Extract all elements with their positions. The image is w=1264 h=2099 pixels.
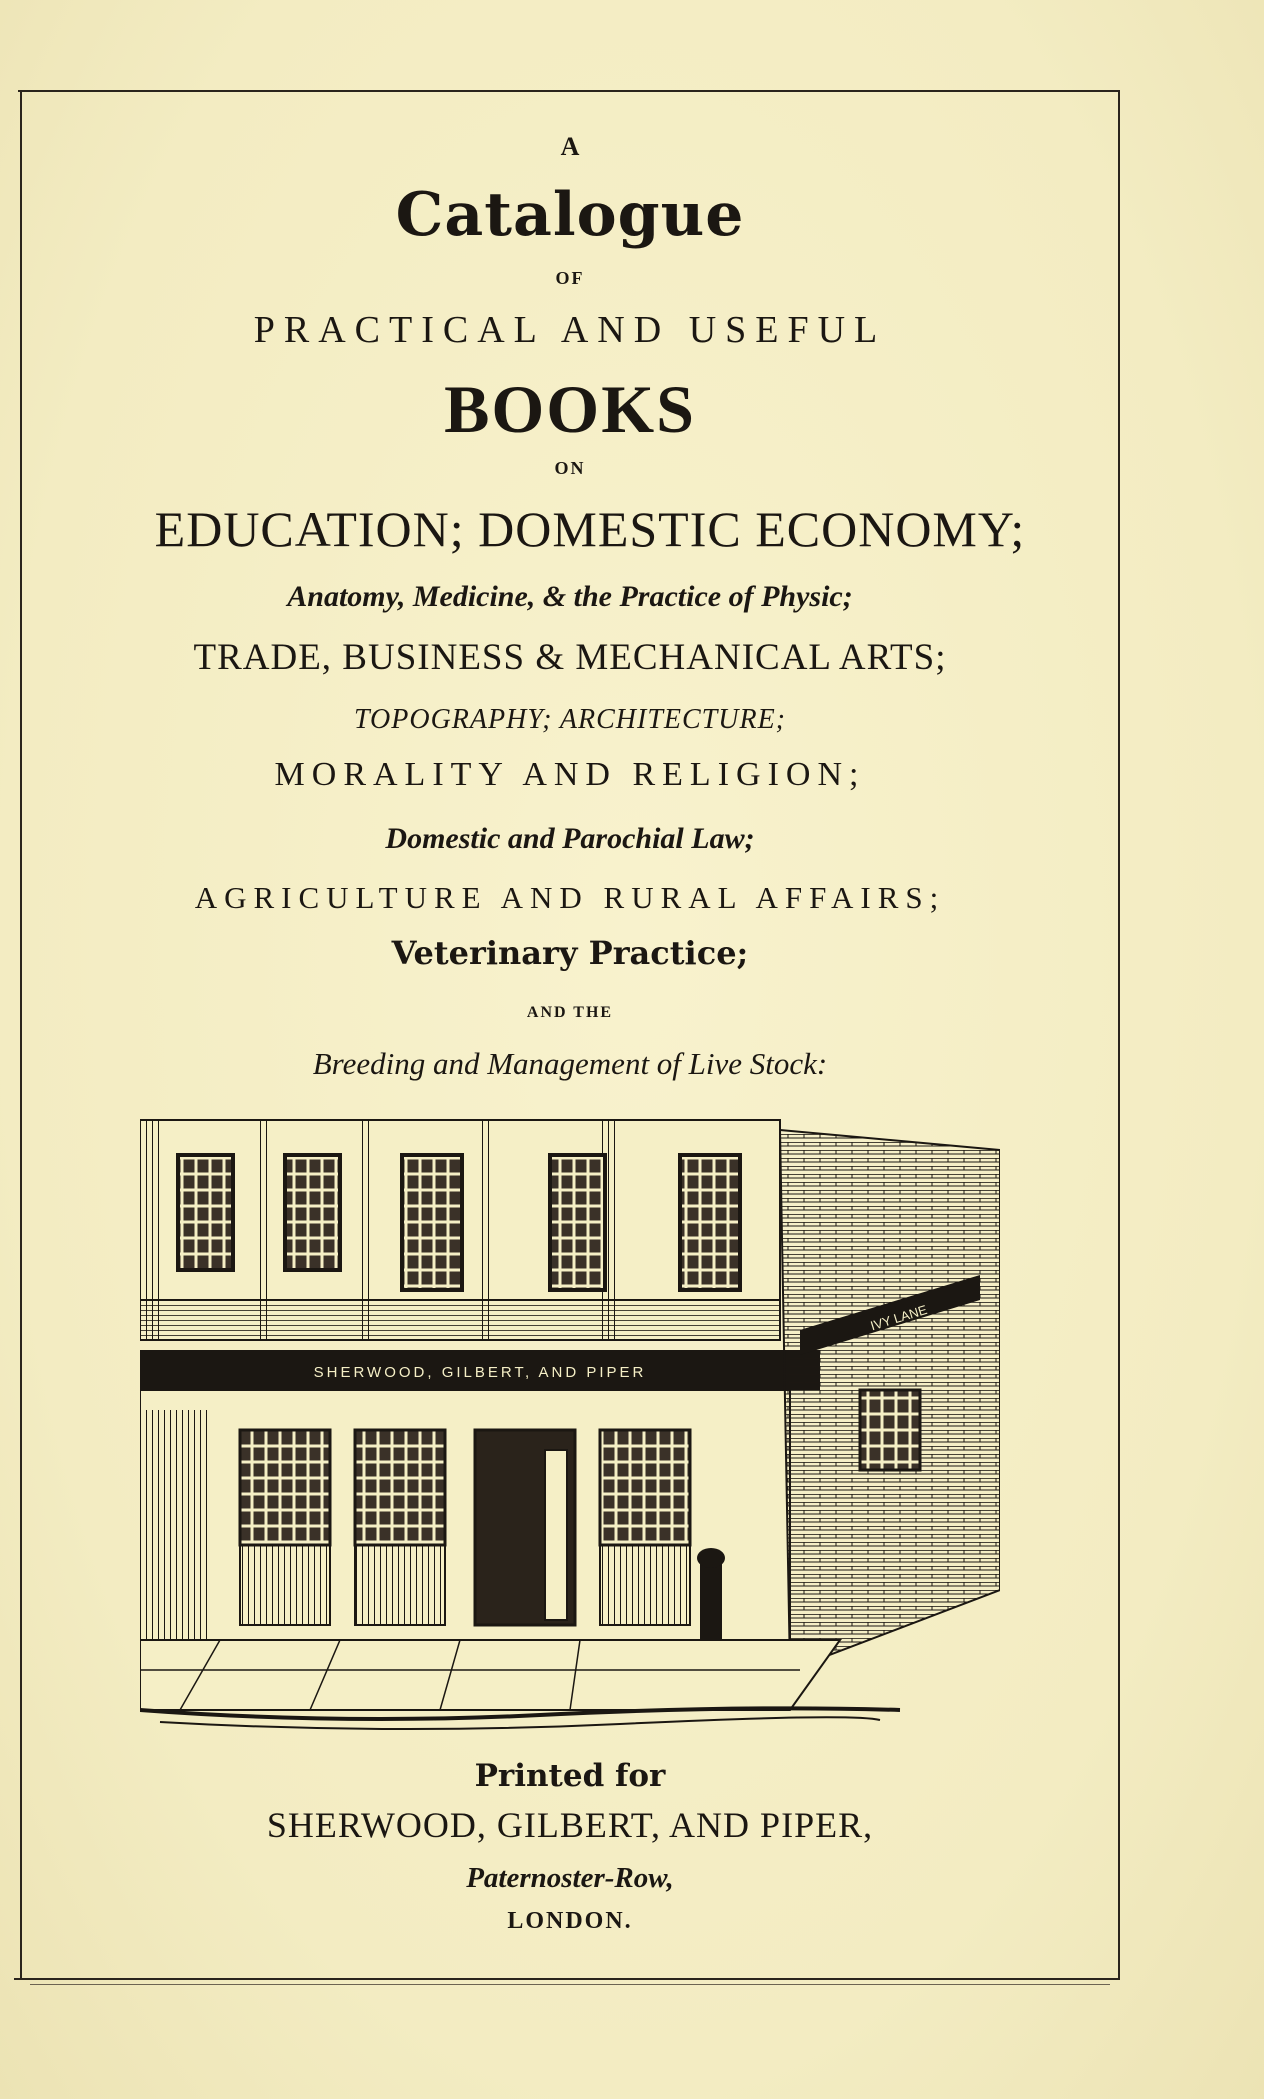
- subject-veterinary: Veterinary Practice;: [391, 934, 749, 972]
- street-sign: IVY LANE: [868, 1302, 929, 1334]
- imprint-address: Paternoster-Row,: [466, 1862, 674, 1894]
- title-of: OF: [555, 268, 585, 288]
- subject-trade: TRADE, BUSINESS & MECHANICAL ARTS;: [193, 637, 947, 678]
- imprint-publisher: SHERWOOD, GILBERT, AND PIPER,: [266, 1805, 874, 1845]
- subject-law: Domestic and Parochial Law;: [385, 822, 755, 855]
- imprint-city: LONDON.: [507, 1908, 633, 1934]
- subject-topography: TOPOGRAPHY; ARCHITECTURE;: [353, 704, 787, 735]
- title-catalogue: Catalogue: [395, 180, 745, 250]
- frame-bottom-rule-thin: [30, 1984, 1110, 1985]
- title-article: A: [560, 132, 580, 161]
- title-on: ON: [554, 458, 586, 478]
- shopfront-engraving: [140, 1110, 1000, 1740]
- imprint-printed-for: Printed for: [474, 1758, 666, 1794]
- title-books: BOOKS: [444, 371, 696, 447]
- subject-morality: MORALITY AND RELIGION;: [274, 756, 866, 793]
- shop-sign: SHERWOOD, GILBERT, AND PIPER: [313, 1364, 647, 1381]
- subject-and-the: AND THE: [526, 1004, 614, 1021]
- subject-anatomy: Anatomy, Medicine, & the Practice of Physic;: [287, 580, 853, 613]
- frame-top-rule: [18, 90, 1118, 92]
- subject-agriculture: AGRICULTURE AND RURAL AFFAIRS;: [194, 880, 946, 915]
- title-subtitle: PRACTICAL AND USEFUL: [253, 309, 887, 351]
- frame-bottom-rule: [14, 1978, 1118, 1980]
- subject-breeding: Breeding and Management of Live Stock:: [312, 1046, 828, 1081]
- subject-education: EDUCATION; DOMESTIC ECONOMY;: [154, 501, 1026, 557]
